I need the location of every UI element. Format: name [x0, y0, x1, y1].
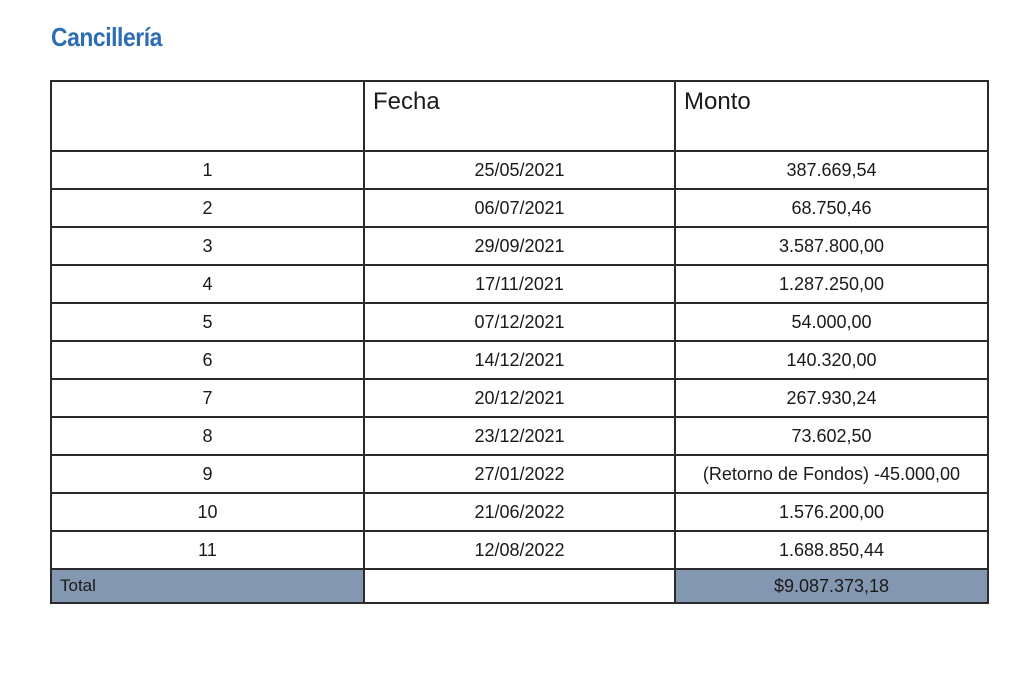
row-monto: 140.320,00	[675, 341, 988, 379]
row-fecha: 12/08/2022	[364, 531, 675, 569]
total-fecha	[364, 569, 675, 603]
row-number: 2	[51, 189, 364, 227]
row-monto: 267.930,24	[675, 379, 988, 417]
row-fecha: 14/12/2021	[364, 341, 675, 379]
table-row	[51, 227, 988, 265]
table-row	[51, 379, 988, 417]
row-fecha: 20/12/2021	[364, 379, 675, 417]
row-monto: 1.287.250,00	[675, 265, 988, 303]
row-number: 7	[51, 379, 364, 417]
table-row	[51, 417, 988, 455]
row-fecha: 06/07/2021	[364, 189, 675, 227]
row-fecha: 07/12/2021	[364, 303, 675, 341]
page-title: Cancillería	[51, 22, 162, 52]
row-monto: 54.000,00	[675, 303, 988, 341]
row-fecha: 23/12/2021	[364, 417, 675, 455]
total-label: Total	[51, 569, 364, 603]
row-number: 10	[51, 493, 364, 531]
table-row	[51, 493, 988, 531]
row-fecha: 17/11/2021	[364, 265, 675, 303]
row-number: 11	[51, 531, 364, 569]
row-fecha: 27/01/2022	[364, 455, 675, 493]
row-fecha: 21/06/2022	[364, 493, 675, 531]
row-fecha: 25/05/2021	[364, 151, 675, 189]
row-number: 3	[51, 227, 364, 265]
row-monto: 1.688.850,44	[675, 531, 988, 569]
total-row	[51, 569, 988, 603]
row-monto: (Retorno de Fondos) -45.000,00	[675, 455, 988, 493]
row-number: 6	[51, 341, 364, 379]
row-monto: 68.750,46	[675, 189, 988, 227]
header-fecha: Fecha	[364, 81, 675, 151]
header-index	[51, 81, 364, 151]
table-row	[51, 189, 988, 227]
total-monto: $9.087.373,18	[675, 569, 988, 603]
row-monto: 1.576.200,00	[675, 493, 988, 531]
table-row	[51, 303, 988, 341]
row-number: 1	[51, 151, 364, 189]
row-monto: 73.602,50	[675, 417, 988, 455]
table-header-row	[51, 81, 988, 151]
row-number: 5	[51, 303, 364, 341]
row-number: 9	[51, 455, 364, 493]
row-number: 4	[51, 265, 364, 303]
row-number: 8	[51, 417, 364, 455]
table-row	[51, 531, 988, 569]
row-fecha: 29/09/2021	[364, 227, 675, 265]
table-row	[51, 265, 988, 303]
table-row	[51, 341, 988, 379]
row-monto: 387.669,54	[675, 151, 988, 189]
payments-table	[50, 80, 989, 604]
header-monto: Monto	[675, 81, 988, 151]
table-row	[51, 455, 988, 493]
table-row	[51, 151, 988, 189]
row-monto: 3.587.800,00	[675, 227, 988, 265]
